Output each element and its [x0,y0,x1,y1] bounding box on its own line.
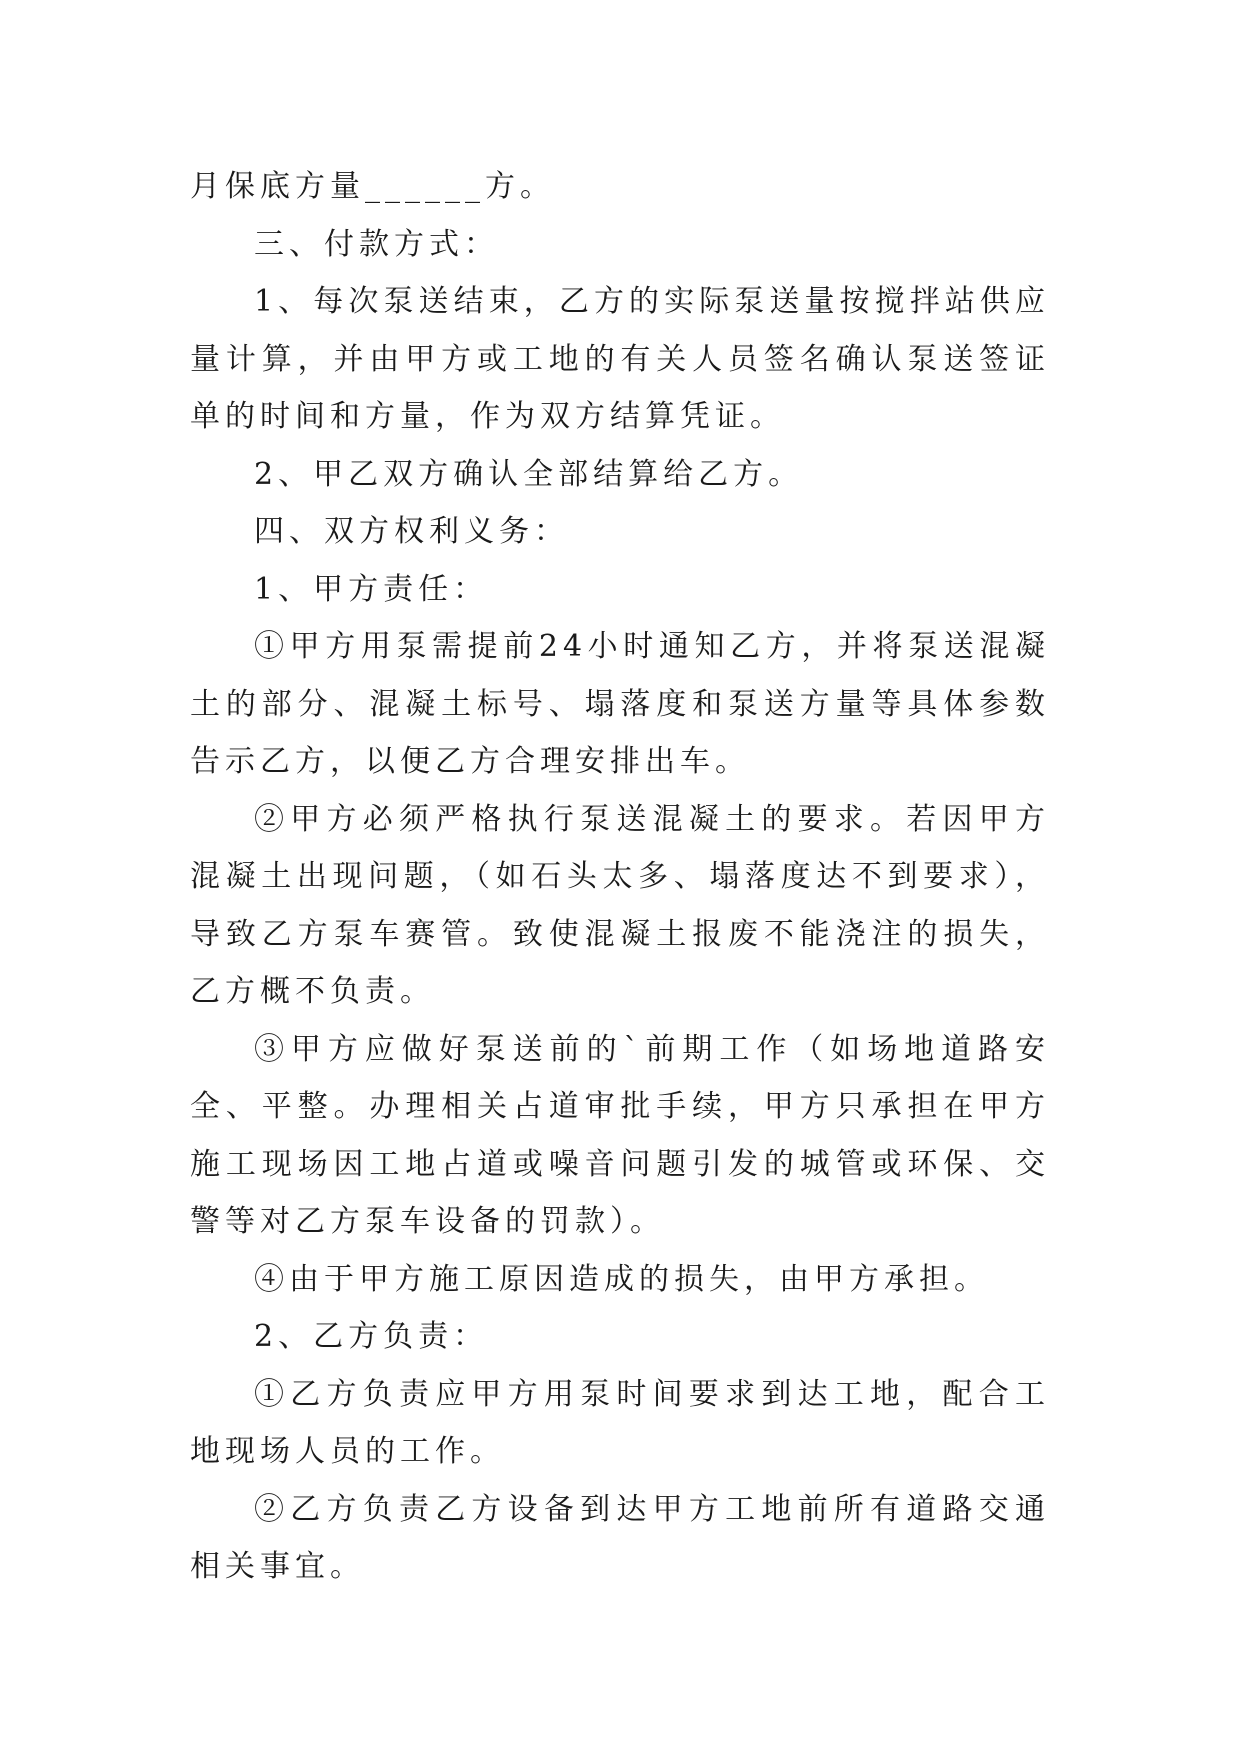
paragraph-payment-1: 1、每次泵送结束，乙方的实际泵送量按搅拌站供应量计算，并由甲方或工地的有关人员签名确认泵送签证单的时间和方量，作为双方结算凭证。 [190,284,1050,434]
heading-party-b-responsibility: 2、乙方负责： [254,1319,489,1354]
document-body [190,158,1050,1596]
paragraph-party-b-item-1: ①乙方负责应甲方用泵时间要求到达工地，配合工地现场人员的工作。 [190,1376,1050,1469]
heading-payment-method: 三、付款方式： [254,226,499,262]
paragraph-party-a-item-1: ①甲方用泵需提前24小时通知乙方，并将泵送混凝土的部分、混凝土标号、塌落度和泵送方量等具体参数告示乙方，以便乙方合理安排出车。 [190,629,1050,779]
heading-party-a-responsibility: 1、甲方责任： [254,571,489,607]
heading-rights-obligations: 四、双方权利义务： [254,514,569,549]
paragraph-min-volume: 月保底方量______方。 [190,169,555,204]
paragraph-party-b-item-2: ②乙方负责乙方设备到达甲方工地前所有道路交通相关事宜。 [190,1491,1050,1584]
paragraph-payment-2: 2、甲乙双方确认全部结算给乙方。 [254,456,804,492]
paragraph-party-a-item-4: ④由于甲方施工原因造成的损失，由甲方承担。 [254,1261,989,1297]
paragraph-party-a-item-2: ②甲方必须严格执行泵送混凝土的要求。若因甲方混凝土出现问题，（如石头太多、塌落度达不到要求），导致乙方泵车赛管。致使混凝土报废不能浇注的损失，乙方概不负责。 [190,801,1050,1009]
paragraph-party-a-item-3: ③甲方应做好泵送前的`前期工作（如场地道路安全、平整。办理相关占道审批手续，甲方只承担在甲方施工现场因工地占道或噪音问题引发的城管或环保、交警等对乙方泵车设备的罚款）。 [190,1031,1050,1239]
